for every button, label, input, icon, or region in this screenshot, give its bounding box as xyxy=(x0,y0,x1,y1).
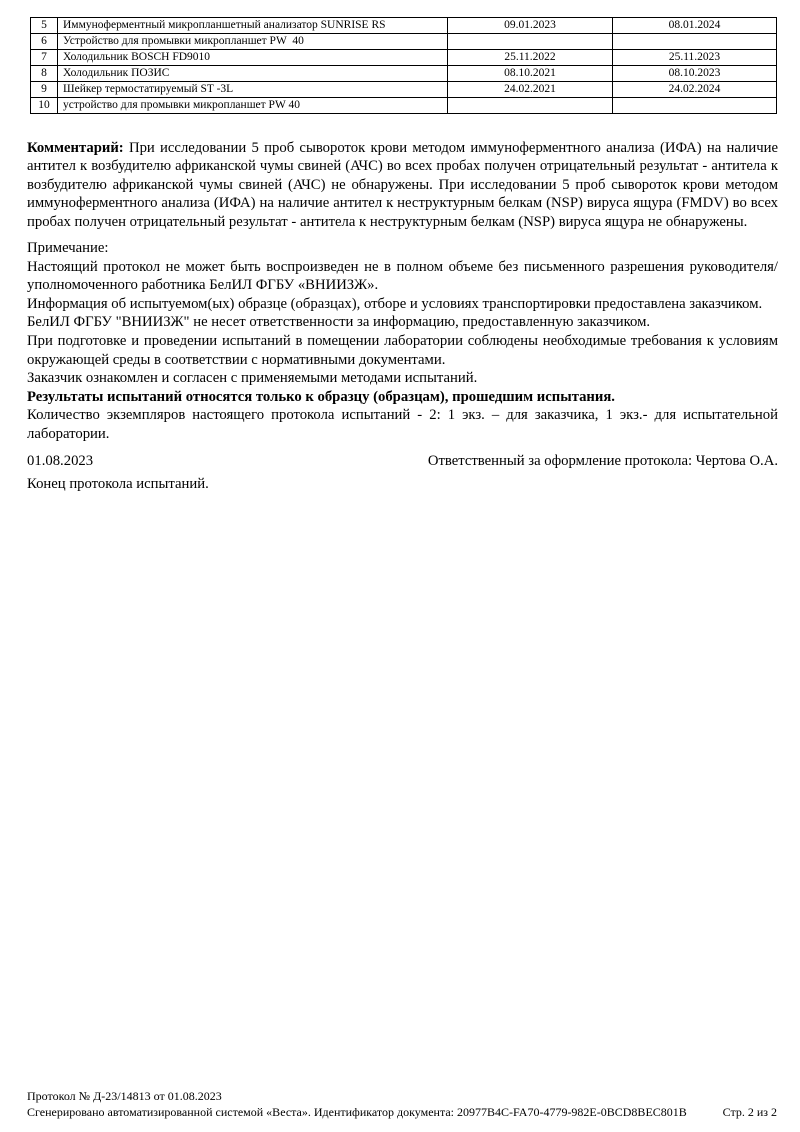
row-number: 10 xyxy=(31,98,58,114)
equipment-table xyxy=(30,17,777,114)
table-row xyxy=(31,82,777,98)
notes-section xyxy=(27,239,778,444)
page-footer xyxy=(27,1088,777,1120)
end-of-protocol-line: Конец протокола испытаний. xyxy=(27,475,209,492)
table-row xyxy=(31,34,777,50)
calibration-date xyxy=(448,34,613,50)
row-number: 8 xyxy=(31,66,58,82)
valid-until-date: 08.10.2023 xyxy=(613,66,777,82)
equipment-name: Холодильник ПОЗИС xyxy=(58,66,448,82)
table-row xyxy=(31,50,777,66)
valid-until-date: 08.01.2024 xyxy=(613,18,777,34)
equipment-name: Холодильник BOSCH FD9010 xyxy=(58,50,448,66)
note-line: БелИЛ ФГБУ "ВНИИЗЖ" не несет ответственности за информацию, предоставленную заказчиком. xyxy=(27,314,651,331)
row-number: 7 xyxy=(31,50,58,66)
comment-paragraph xyxy=(27,139,778,232)
comment-label: Комментарий: xyxy=(27,139,124,156)
row-number: 5 xyxy=(31,18,58,34)
equipment-name: Устройство для промывки микропланшет PW 40 xyxy=(58,34,448,50)
equipment-name: Иммуноферментный микропланшетный анализатор SUNRISE RS xyxy=(58,18,448,34)
calibration-date: 25.11.2022 xyxy=(448,50,613,66)
valid-until-date xyxy=(613,34,777,50)
notes-label: Примечание: xyxy=(27,240,109,256)
comment-text: При исследовании 5 проб сывороток крови методом иммуноферментного анализа (ИФА) на наличие антител к возбудителю африканской чумы свиней (АЧС) во всех пробах получен отрицательный результат - антитела к возбудителю африканской чумы свиней (АЧС) не обнаружены. При исследовании 5 проб сывороток крови методом иммуноферментного анализа (ИФА) на наличие антител к неструктурным белкам (NSP) вируса ящура (FMDV) во всех пробах получен отрицательный результат - антитела к неструктурным белкам (NSP) вируса ящура не обнаружены. xyxy=(27,139,778,231)
table-row xyxy=(31,18,777,34)
table-row xyxy=(31,66,777,82)
row-number: 9 xyxy=(31,82,58,98)
note-line: При подготовке и проведении испытаний в помещении лаборатории соблюдены необходимые требования к условиям окружающей среды в соответствии с нормативными документами. xyxy=(27,332,778,368)
row-number: 6 xyxy=(31,34,58,50)
note-line: Заказчик ознакомлен и согласен с применяемыми методами испытаний. xyxy=(27,370,478,387)
valid-until-date: 24.02.2024 xyxy=(613,82,777,98)
copies-statement: Количество экземпляров настоящего протокола испытаний - 2: 1 экз. – для заказчика, 1 экз.- для испытательной лаборатории. xyxy=(27,407,778,442)
calibration-date xyxy=(448,98,613,114)
results-statement: Результаты испытаний относятся только к образцу (образцам), прошедшим испытания. xyxy=(27,388,615,405)
table-row xyxy=(31,98,777,114)
calibration-date: 24.02.2021 xyxy=(448,82,613,98)
footer-generated-info: Сгенерировано автоматизированной системой «Веста». Идентификатор документа: 20977B4C-FA70-4779-982E-0BCD8BEC801B xyxy=(27,1105,687,1119)
valid-until-date: 25.11.2023 xyxy=(613,50,777,66)
responsible-person: Ответственный за оформление протокола: Чертова О.А. xyxy=(427,453,778,469)
note-line: Информация об испытуемом(ых) образце (образцах), отборе и условиях транспортировки предоставлена заказчиком. xyxy=(27,295,763,312)
footer-page-number: Стр. 2 из 2 xyxy=(722,1105,777,1119)
note-line: Настоящий протокол не может быть воспроизведен не в полном объеме без письменного разрешения руководителя/уполномоченного работника БелИЛ ФГБУ «ВНИИЗЖ». xyxy=(27,258,778,294)
signoff-section xyxy=(27,452,778,493)
calibration-date: 08.10.2021 xyxy=(448,66,613,82)
valid-until-date xyxy=(613,98,777,114)
equipment-name: устройство для промывки микропланшет PW 40 xyxy=(58,98,448,114)
protocol-date: 01.08.2023 xyxy=(27,453,94,469)
footer-protocol-number: Протокол № Д-23/14813 от 01.08.2023 xyxy=(27,1089,222,1103)
calibration-date: 09.01.2023 xyxy=(448,18,613,34)
equipment-name: Шейкер термостатируемый ST -3L xyxy=(58,82,448,98)
